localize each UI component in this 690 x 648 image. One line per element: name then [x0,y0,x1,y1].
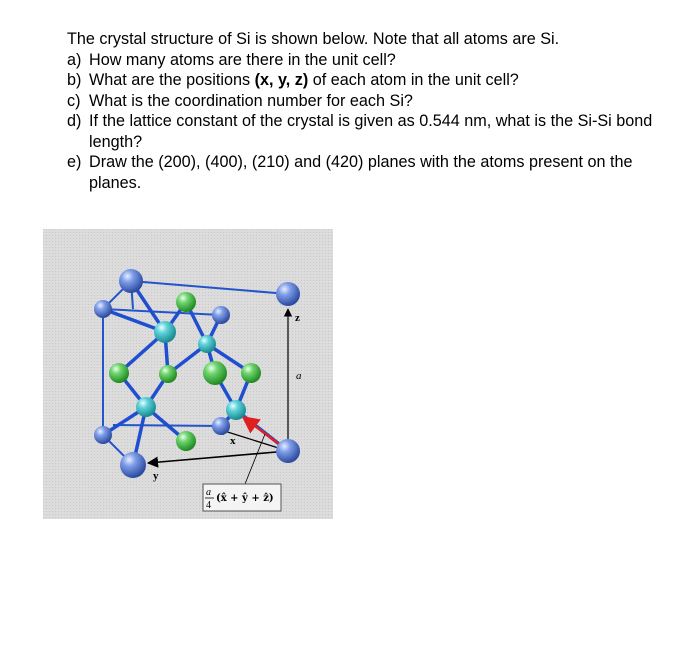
vector-formula [203,484,281,511]
question-letter: e) [67,153,82,171]
axis-x-label: x [230,435,236,447]
atom-face [159,365,177,383]
atom-face [203,361,227,385]
atom-inner [226,400,246,420]
atom-corner [276,439,300,463]
atom-corner [94,426,112,444]
question-text-part: of each atom in the unit cell? [308,71,519,89]
atom-face [176,431,196,451]
question-block [67,29,667,193]
atom-inner [136,397,156,417]
lattice-constant-label: a [296,370,302,382]
question-letter: b) [67,71,82,89]
question-letter: a) [67,50,82,69]
atom-corner [119,269,143,293]
crystal-structure-figure [43,229,333,519]
atom-corner [276,282,300,306]
question-e [67,152,667,193]
atom-corner [212,417,230,435]
question-a [67,50,667,71]
formula-numerator: a [206,487,211,498]
atom-face [176,292,196,312]
formula-vector-text: (x̂ + ŷ + ẑ) [216,493,274,504]
atom-corner [212,306,230,324]
question-text [89,70,667,91]
question-letter: d) [67,112,82,130]
question-b [67,70,667,91]
xyz-bold: (x, y, z) [254,71,309,89]
atom-inner [198,335,216,353]
question-text: If the lattice constant of the crystal is given as 0.544 nm, what is the Si-Si bond length? [89,112,653,151]
atom-face [241,363,261,383]
intro-text: The crystal structure of Si is shown below. Note that all atoms are Si. [67,30,560,48]
atom-face [109,363,129,383]
question-text-part: What are the positions [89,71,255,89]
question-letter: c) [67,91,81,110]
axis-y-label: y [153,470,159,482]
formula-denominator: 4 [206,500,211,511]
question-text: What is the coordination number for each Si? [89,91,413,110]
question-c [67,91,667,112]
question-d [67,111,667,152]
crystal-svg [43,229,333,519]
atom-corner [94,300,112,318]
question-text: How many atoms are there in the unit cell? [89,50,396,69]
atom-corner [120,452,146,478]
question-text: Draw the (200), (400), (210) and (420) planes with the atoms present on the planes. [89,153,633,192]
atom-inner [154,321,176,343]
axis-z-label: z [295,312,300,324]
figure-background [43,229,333,519]
